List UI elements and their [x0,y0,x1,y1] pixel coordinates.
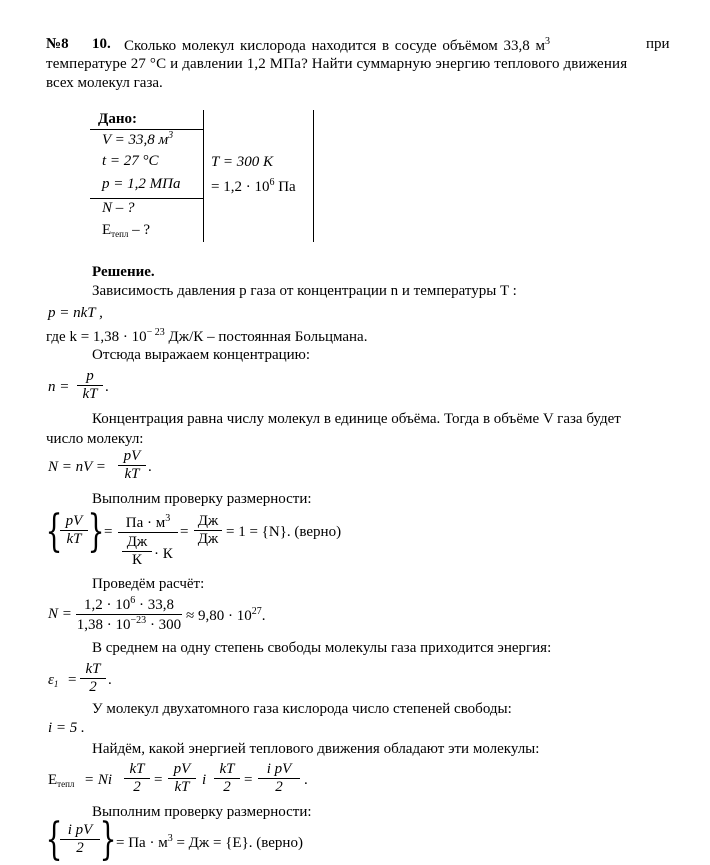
equation-9-rest: = Па · $м^3$ = Дж = {E}. (верно) [116,833,303,851]
problem-number: №8 [46,36,69,52]
solution-text-7: В среднем на одну степень свободы молекулы газа приходится энергия: [92,640,552,656]
equation-2-lhs: n = [48,379,70,395]
problem-line-2: температуре 27 °С и давлении 1,2 МПа? Найти суммарную энергию теплового движения [46,56,628,72]
equation-4-den-end: · К [154,546,173,562]
equation-4-eq-2: = [180,524,189,540]
equation-3-end: . [148,459,152,475]
equation-8-fraction-2: $\frac{pV}{kT}$ [168,761,196,796]
equation-4-nested-fraction: Дж К [122,534,152,569]
equation-8-fraction-4: $\frac{\text{i pV}}{2}$ [258,761,300,796]
solution-text-4a: Концентрация равна числу молекул в единице объёма. Тогда в объёме V газа будет [92,411,621,427]
given-volume: V = 33,8 $м^3$ [102,130,174,148]
equation-6-lhs: $\varepsilon_1$ [48,672,59,689]
equation-6-eq: = [68,672,77,688]
equation-2-fraction: $\frac{p}{kT}$ [77,368,103,403]
equation-8-end: . [304,772,308,788]
find-e: $E_{тепл}$ – ? [102,222,151,239]
solution-text-10: Выполним проверку размерности: [92,804,312,820]
brace-right-2-icon: } [99,814,117,865]
equation-6-end: . [108,672,112,688]
problem-line-3: всех молекул газа. [46,75,163,91]
equation-7: i = 5 . [48,720,85,736]
brace-left-icon: { [45,506,63,557]
brace-right-icon: } [87,506,105,557]
equation-4-fraction-1: $\frac{pV}{kT}$ [60,513,88,548]
equation-5-result: ≈ $9,80 \cdot 10^{27}$. [186,606,266,624]
equation-8-lhs: $E_{тепл}$ [48,772,75,789]
equation-8-b: = [154,772,163,788]
equation-8-a: = Ni [84,772,113,788]
equation-5-fraction: $\frac{1,2 \cdot 10^6 \cdot 33,8}{1,38 \cdot 10^{-23} \cdot 300}$ [76,595,182,633]
table-right-rule [313,110,314,242]
equation-8-fraction-3: $\frac{kT}{2}$ [214,761,240,796]
equation-5-lhs: N = [48,606,72,622]
equation-8-fraction-1: $\frac{kT}{2}$ [124,761,150,796]
equation-4-bar-2 [118,532,178,533]
equation-8-d: = [244,772,253,788]
equation-8-c: i [202,772,207,788]
solution-text-9: Найдём, какой энергией теплового движения обладают эти молекулы: [92,741,540,757]
equation-3-fraction: $\frac{pV}{kT}$ [118,448,146,483]
find-n: N – ? [102,200,135,216]
solution-text-3: Отсюда выражаем концентрацию: [92,347,311,363]
equation-1: p = nkT , [48,305,103,321]
solution-text-6: Проведём расчёт: [92,576,205,592]
equation-3-lhs: N = nV = [48,459,106,475]
si-temperature: T = 300 К [211,154,273,170]
equation-2-end: . [105,379,109,395]
given-divider [203,110,204,242]
solution-text-4b: число молекул: [46,431,144,447]
given-mid-rule [90,198,203,199]
problem-line-1-end: при [646,36,670,52]
solution-text-5: Выполним проверку размерности: [92,491,312,507]
equation-6-fraction: $\frac{kT}{2}$ [80,661,106,696]
solution-text-1: Зависимость давления p газа от концентрации n и температуры T : [92,283,517,299]
given-pressure: p = 1,2 МПа [102,176,181,192]
brace-left-2-icon: { [45,814,63,865]
solution-header: Решение. [92,264,155,280]
given-temperature: t = 27 °C [102,153,159,169]
solution-text-2: где $k = 1,38 \cdot 10^{- 23}$ Дж/К – постоянная Больцмана. [46,327,368,345]
equation-4-end: = 1 = {N}. (верно) [226,524,342,540]
problem-line-1: Сколько молекул кислорода находится в сосуде объёмом 33,8 $м^3$ [124,36,551,54]
si-pressure: = $1,2 \cdot 10^6$ Па [211,177,296,195]
equation-9-fraction: $\frac{\text{i pV}}{2}$ [60,822,100,857]
solution-text-8: У молекул двухатомного газа кислорода число степеней свободы: [92,701,512,717]
problem-sub-number: 10. [92,36,111,52]
equation-4-fraction-3: Дж Дж [194,513,222,548]
equation-4-eq-1: = [104,524,113,540]
given-header: Дано: [98,111,137,127]
equation-4-fraction-2: Па · $м^3$ [125,513,171,531]
